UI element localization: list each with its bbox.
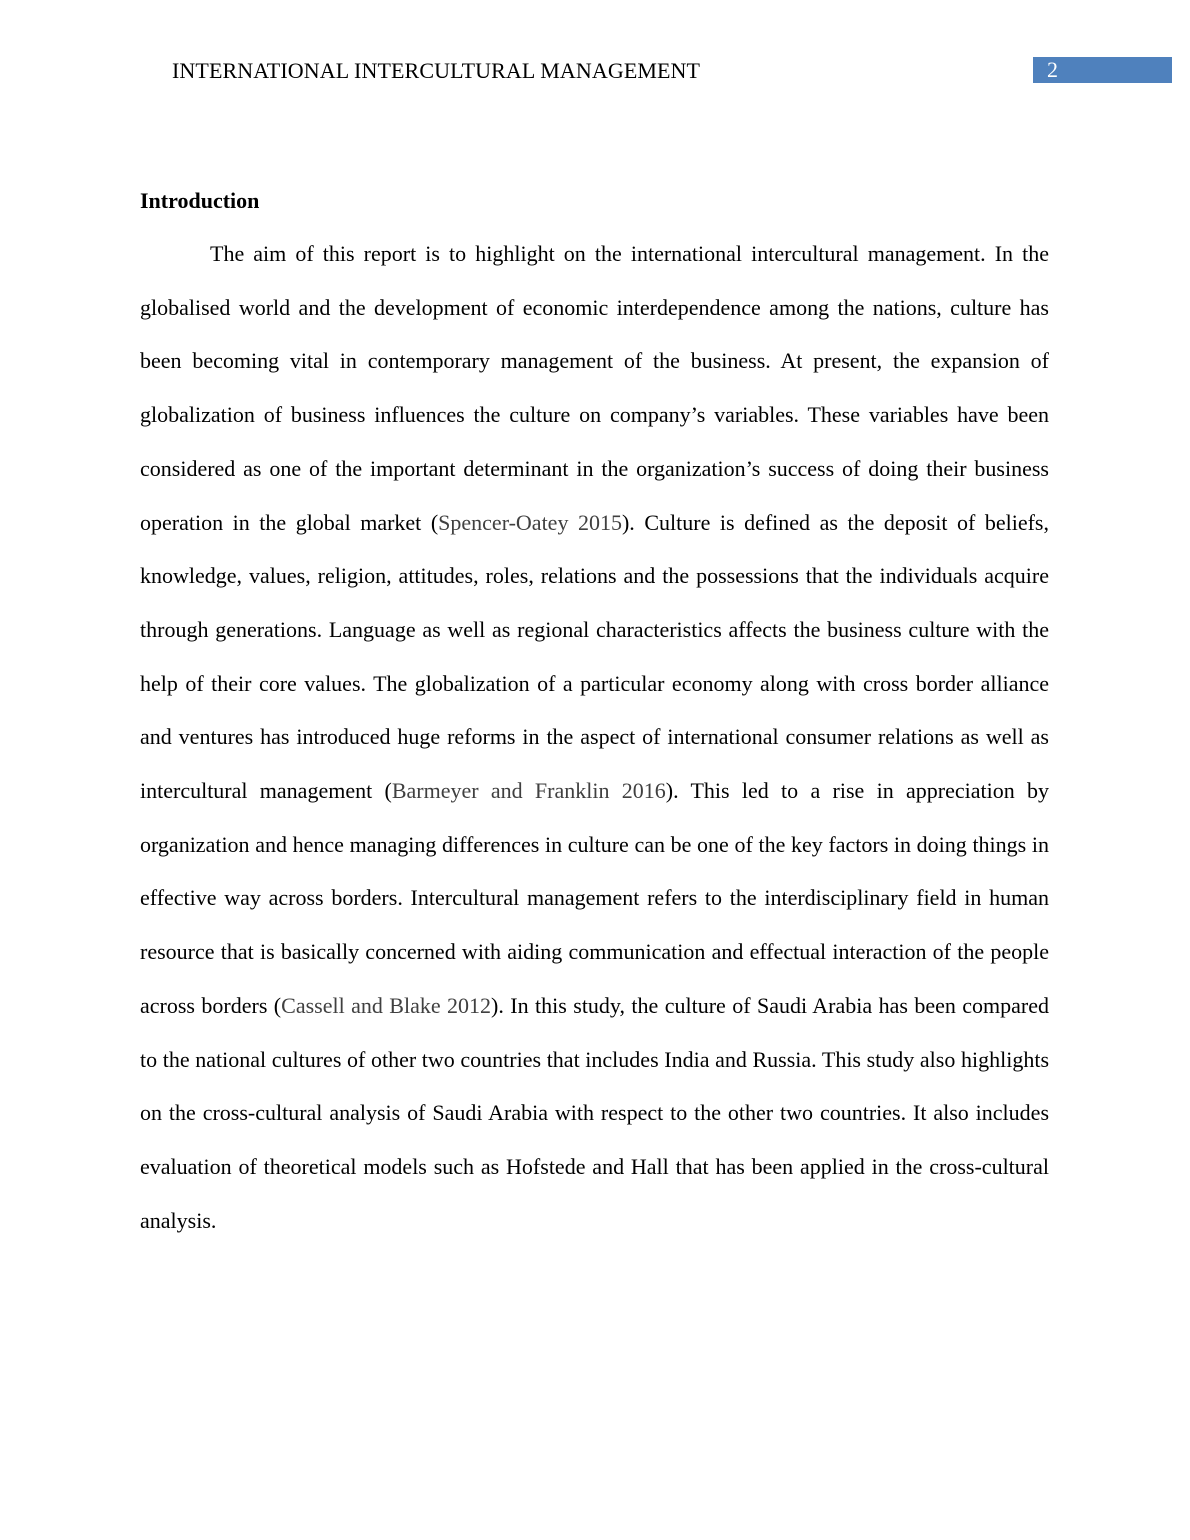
citation-cassell-blake: Cassell and Blake 2012 xyxy=(281,992,492,1018)
page-number-box xyxy=(1033,57,1172,83)
introduction-paragraph xyxy=(140,227,1049,1247)
paragraph-text-2: ). Culture is defined as the deposit of beliefs, knowledge, values, religion, attitudes, roles, relations and the possessions that the individuals acquire through generations. Language as well as regional characteristics affects the business culture with the help of their core values. The globalization of a particular economy along with cross border alliance and ventures has introduced huge reforms in the aspect of international consumer relations as well as intercultural management ( xyxy=(140,509,1049,804)
section-heading: Introduction xyxy=(140,188,260,213)
running-head: INTERNATIONAL INTERCULTURAL MANAGEMENT xyxy=(172,58,701,83)
paragraph-text-1: The aim of this report is to highlight on the international intercultural management. In the globalised world and the development of economic interdependence among the nations, culture has been becoming vital in contemporary management of the business. At present, the expansion of globalization of business influences the culture on company’s variables. These variables have been considered as one of the important determinant in the organization’s success of doing their business operation in the global market ( xyxy=(140,241,1049,535)
citation-spencer-oatey: Spencer-Oatey 2015 xyxy=(438,509,622,535)
page-number: 2 xyxy=(1047,57,1058,82)
paragraph-text-3: ). This led to a rise in appreciation by organization and hence managing differences in culture can be one of the key factors in doing things in effective way across borders. Intercultural management refers to the interdisciplinary field in human resource that is basically concerned with aiding communication and effectual interaction of the people across borders ( xyxy=(140,778,1049,1018)
citation-barmeyer-franklin: Barmeyer and Franklin 2016 xyxy=(391,778,666,804)
paragraph-text-4: ). In this study, the culture of Saudi Arabia has been compared to the national cultures of other two countries that includes India and Russia. This study also highlights on the cross-cultural analysis of Saudi Arabia with respect to the other two countries. It also includes evaluation of theoretical models such as Hofstede and Hall that has been applied in the cross-cultural analysis. xyxy=(140,992,1049,1233)
